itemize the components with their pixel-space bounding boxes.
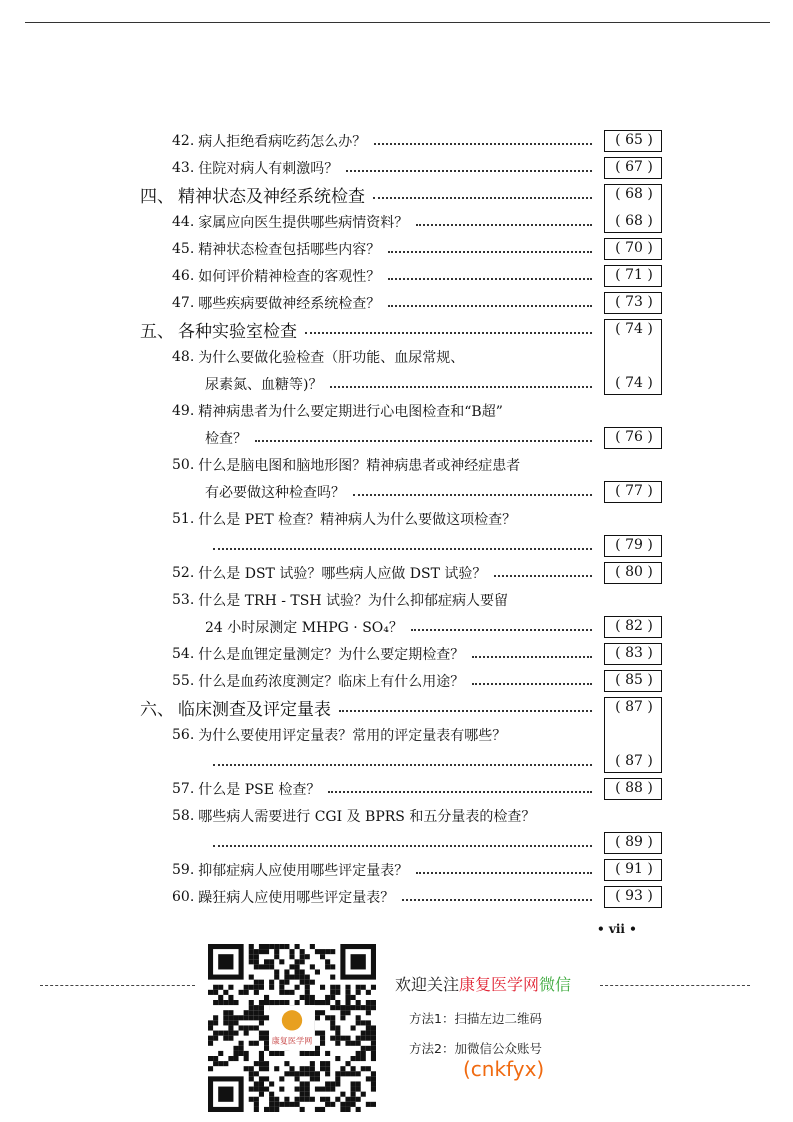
entry-title: 哪些病人需要进行 CGI 及 BPRS 和五分量表的检查？ xyxy=(198,808,536,825)
top-rule xyxy=(25,22,770,23)
toc-item[interactable] xyxy=(205,613,598,640)
entry-number: 58. xyxy=(172,807,195,824)
page-box xyxy=(604,184,662,233)
entry-title: 临床测查及评定量表 xyxy=(178,700,331,720)
toc-item[interactable] xyxy=(172,127,598,154)
qr-code[interactable] xyxy=(208,944,376,1112)
promo-suffix: 微信 xyxy=(539,975,572,994)
entry-number: 57. xyxy=(172,780,195,797)
page-box xyxy=(604,832,662,854)
page-number: ( 80 ) xyxy=(615,564,653,580)
qr-logo-text: 康复医学网 xyxy=(271,1035,313,1046)
promo-prefix: 欢迎关注 xyxy=(395,975,460,994)
dot-leader xyxy=(373,196,592,199)
toc-item[interactable] xyxy=(205,424,598,451)
promo-method-2: 方法2：加微信公众账号 xyxy=(409,1041,542,1056)
toc-item[interactable] xyxy=(172,667,598,694)
toc-item[interactable] xyxy=(172,262,598,289)
toc-item[interactable] xyxy=(172,397,598,424)
page-number: ( 74 ) xyxy=(615,375,653,391)
entry-title: 检查？ xyxy=(205,430,247,447)
page-box xyxy=(604,670,662,692)
page-box xyxy=(604,778,662,800)
toc-item[interactable] xyxy=(205,370,598,397)
entry-number: 42. xyxy=(172,132,195,149)
toc-item[interactable] xyxy=(172,451,598,478)
page-number: ( 87 ) xyxy=(615,699,653,715)
page-number: ( 91 ) xyxy=(615,861,653,877)
page-number: ( 74 ) xyxy=(615,321,653,337)
toc-item[interactable] xyxy=(172,721,598,748)
dot-leader xyxy=(472,682,592,685)
dot-leader xyxy=(472,655,592,658)
entry-title: 家属应向医生提供哪些病情资料？ xyxy=(198,214,409,231)
entry-number: 43. xyxy=(172,159,195,176)
entry-number: 六、 xyxy=(140,700,174,720)
page-box xyxy=(604,616,662,638)
toc-item[interactable] xyxy=(172,640,598,667)
entry-number: 60. xyxy=(172,888,195,905)
entry-title: 什么是 TRH - TSH 试验？为什么抑郁症病人要留 xyxy=(198,592,509,609)
page-box xyxy=(604,643,662,665)
toc-item[interactable] xyxy=(205,829,598,856)
page-box xyxy=(604,697,662,773)
entry-title: 精神状态检查包括哪些内容？ xyxy=(198,241,381,258)
page-number: ( 87 ) xyxy=(615,753,653,769)
page-number: ( 76 ) xyxy=(615,429,653,445)
page-number: ( 93 ) xyxy=(615,888,653,904)
toc-section[interactable] xyxy=(140,181,598,208)
entry-title: 为什么要做化验检查（肝功能、血尿常规、 xyxy=(198,349,465,366)
page-box xyxy=(604,535,662,557)
entry-title: 各种实验室检查 xyxy=(178,322,297,342)
entry-title: 如何评价精神检查的客观性？ xyxy=(198,268,381,285)
entry-title: 精神状态及神经系统检查 xyxy=(178,187,365,207)
dot-leader xyxy=(353,493,592,496)
entry-title: 什么是脑电图和脑地形图？精神病患者或神经症患者 xyxy=(198,457,521,474)
page-number: ( 68 ) xyxy=(615,186,653,202)
dashed-rule-right xyxy=(600,985,750,987)
entry-number: 48. xyxy=(172,348,195,365)
entry-number: 59. xyxy=(172,861,195,878)
page-number: ( 71 ) xyxy=(615,267,653,283)
page-number: ( 79 ) xyxy=(615,537,653,553)
dot-leader xyxy=(255,439,592,442)
page-number: ( 89 ) xyxy=(615,834,653,850)
entry-number: 50. xyxy=(172,456,195,473)
entry-number: 52. xyxy=(172,564,195,581)
promo-account: (cnkfyx) xyxy=(463,1057,545,1081)
entry-title: 什么是 PET 检查？精神病人为什么要做这项检查？ xyxy=(198,511,517,528)
page-folio: • vii • xyxy=(597,922,637,936)
dot-leader xyxy=(402,898,592,901)
dot-leader xyxy=(388,277,592,280)
entry-number: 56. xyxy=(172,726,195,743)
page-box xyxy=(604,157,662,179)
promo-method-1: 方法1：扫描左边二维码 xyxy=(409,1011,542,1026)
entry-number: 四、 xyxy=(140,187,174,207)
toc-item[interactable] xyxy=(172,802,598,829)
promo-brand: 康复医学网 xyxy=(459,975,540,994)
entry-number: 45. xyxy=(172,240,195,257)
entry-title: 住院对病人有刺激吗？ xyxy=(198,160,339,177)
page-box xyxy=(604,130,662,152)
page-box xyxy=(604,319,662,395)
entry-title: 什么是血药浓度测定？临床上有什么用途？ xyxy=(198,673,465,690)
page-box xyxy=(604,265,662,287)
toc-item[interactable] xyxy=(172,208,598,235)
entry-title: 精神病患者为什么要定期进行心电图检查和“B超” xyxy=(198,403,503,420)
page-number: ( 73 ) xyxy=(615,294,653,310)
page-box xyxy=(604,238,662,260)
entry-number: 47. xyxy=(172,294,195,311)
toc-item[interactable] xyxy=(205,748,598,775)
dot-leader xyxy=(339,709,592,712)
entry-number: 54. xyxy=(172,645,195,662)
entry-number: 53. xyxy=(172,591,195,608)
page-box xyxy=(604,886,662,908)
entry-title: 病人拒绝看病吃药怎么办？ xyxy=(198,133,367,150)
page-number: ( 68 ) xyxy=(615,213,653,229)
dot-leader xyxy=(374,142,592,145)
toc-item[interactable] xyxy=(172,775,598,802)
toc-item[interactable] xyxy=(172,586,598,613)
entry-title: 什么是 PSE 检查？ xyxy=(198,781,321,798)
page-box xyxy=(604,292,662,314)
dot-leader xyxy=(416,871,592,874)
page-box xyxy=(604,481,662,503)
toc-item[interactable] xyxy=(172,505,598,532)
toc-item[interactable] xyxy=(172,343,598,370)
page-number: ( 70 ) xyxy=(615,240,653,256)
page-box xyxy=(604,859,662,881)
dot-leader xyxy=(388,250,592,253)
dot-leader xyxy=(305,331,592,334)
entry-title: 抑郁症病人应使用哪些评定量表？ xyxy=(198,862,409,879)
entry-title: 哪些疾病要做神经系统检查？ xyxy=(198,295,381,312)
page-box xyxy=(604,427,662,449)
dot-leader xyxy=(213,547,592,550)
entry-number: 49. xyxy=(172,402,195,419)
page-number: ( 67 ) xyxy=(615,159,653,175)
dot-leader xyxy=(494,574,592,577)
toc-section[interactable] xyxy=(140,316,598,343)
entry-title: 尿素氮、血糖等)？ xyxy=(205,376,323,393)
page-number: ( 77 ) xyxy=(615,483,653,499)
toc-item[interactable] xyxy=(205,478,598,505)
wechat-promo xyxy=(395,972,571,1081)
dot-leader xyxy=(213,844,592,847)
toc-section[interactable] xyxy=(140,694,598,721)
entry-title: 什么是血锂定量测定？为什么要定期检查？ xyxy=(198,646,465,663)
dot-leader xyxy=(346,169,592,172)
toc-item[interactable] xyxy=(172,289,598,316)
entry-title: 躁狂病人应使用哪些评定量表？ xyxy=(198,889,395,906)
promo-title xyxy=(395,972,571,995)
entry-title: 有必要做这种检查吗？ xyxy=(205,484,345,501)
dot-leader xyxy=(330,385,592,388)
dot-leader xyxy=(213,763,592,766)
entry-title: 24 小时尿测定 MHPG · SO₄？ xyxy=(205,619,403,636)
page-number: ( 88 ) xyxy=(615,780,653,796)
dot-leader xyxy=(388,304,592,307)
entry-title: 为什么要使用评定量表？常用的评定量表有哪些？ xyxy=(198,727,507,744)
entry-number: 55. xyxy=(172,672,195,689)
page-box xyxy=(604,562,662,584)
toc-item[interactable] xyxy=(172,235,598,262)
toc-item[interactable] xyxy=(172,559,598,586)
page-number: ( 85 ) xyxy=(615,672,653,688)
entry-number: 46. xyxy=(172,267,195,284)
dot-leader xyxy=(416,223,592,226)
toc-item[interactable] xyxy=(172,883,598,910)
dot-leader xyxy=(328,790,592,793)
toc-item[interactable] xyxy=(205,532,598,559)
dashed-rule-left xyxy=(40,985,195,987)
dot-leader xyxy=(411,628,592,631)
entry-title: 什么是 DST 试验？哪些病人应做 DST 试验？ xyxy=(198,565,487,582)
page-number: ( 82 ) xyxy=(615,618,653,634)
page-number: ( 83 ) xyxy=(615,645,653,661)
toc-item[interactable] xyxy=(172,856,598,883)
entry-number: 44. xyxy=(172,213,195,230)
page-number: ( 65 ) xyxy=(615,132,653,148)
toc-item[interactable] xyxy=(172,154,598,181)
entry-number: 51. xyxy=(172,510,195,527)
entry-number: 五、 xyxy=(140,322,174,342)
